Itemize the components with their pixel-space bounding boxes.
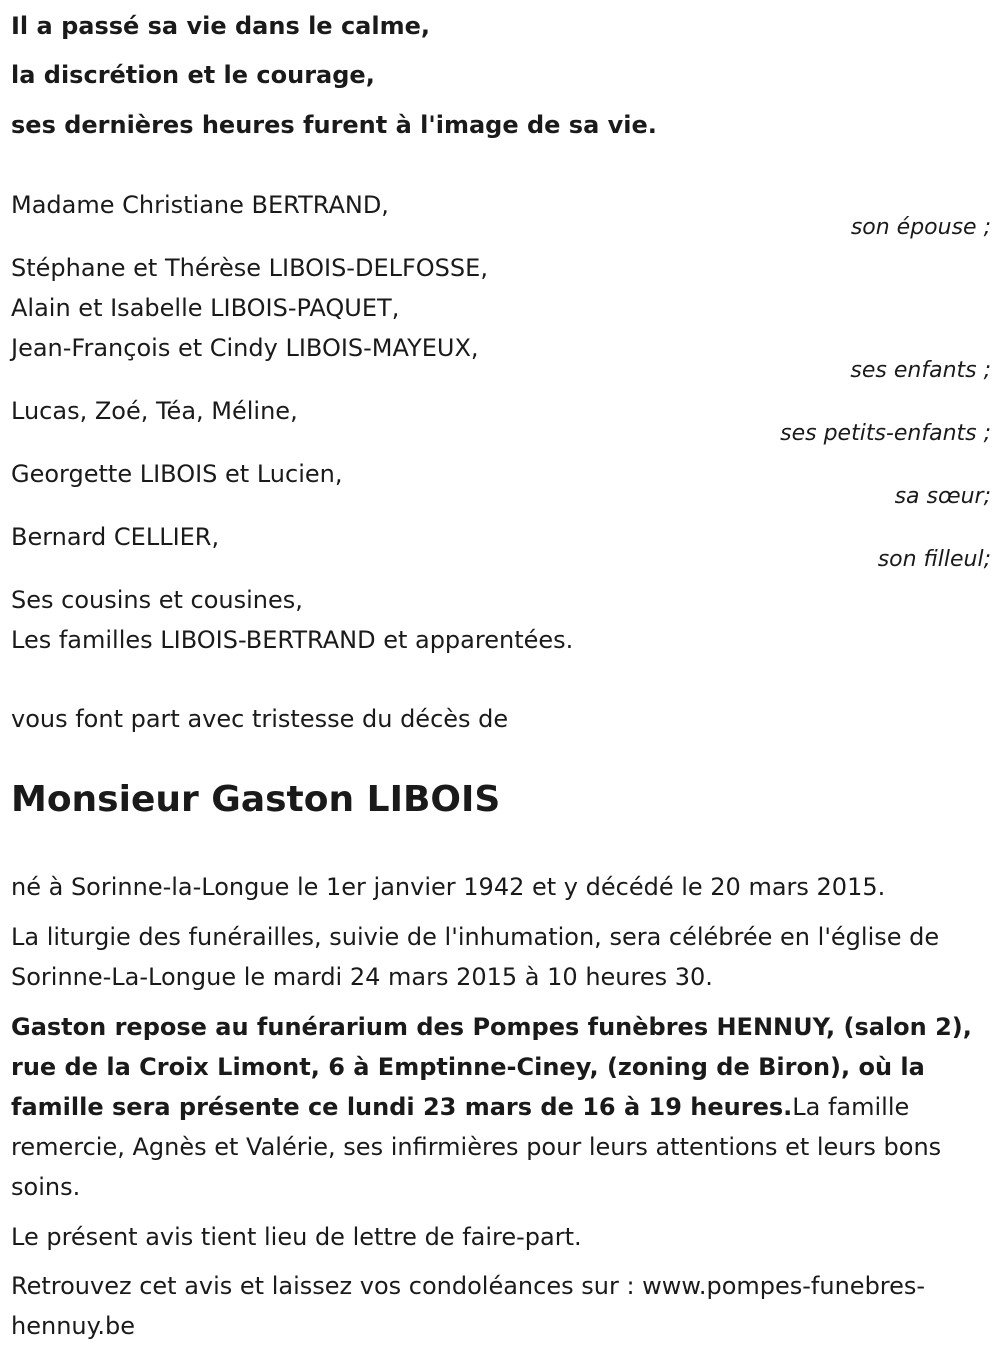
deceased-name: Monsieur Gaston LIBOIS — [11, 779, 501, 820]
condolences-text: Retrouvez cet avis et laissez vos condoléances sur : www.pompes-funebres-hennuy.be — [11, 1272, 926, 1340]
funerarium-text: Gaston repose au funérarium des Pompes funèbres HENNUY, (salon 2), rue de la Croix Limont, 6 à Emptinne-Ciney, (zoning de Biron), où la famille sera présente ce lundi 23 mars de 16 à 19 heures. — [11, 1013, 972, 1121]
spouse-name: Madame Christiane BERTRAND, — [11, 191, 389, 219]
thanks-text: La famille remercie, Agnès et Valérie, ses infirmières pour leurs attentions et leurs bons soins. — [11, 1093, 942, 1201]
sister-name: Georgette LIBOIS et Lucien, — [11, 460, 343, 488]
spouse-relation: son épouse ; — [850, 215, 991, 240]
liturgy-text: La liturgie des funérailles, suivie de l'inhumation, sera célébrée en l'église de Sorinne-La-Longue le mardi 24 mars 2015 à 10 heures 30. — [11, 923, 940, 991]
families-line: Les familles LIBOIS-BERTRAND et apparentées. — [11, 626, 574, 654]
notice-text: Le présent avis tient lieu de lettre de faire-part. — [11, 1223, 582, 1251]
epitaph-line-1: Il a passé sa vie dans le calme, — [11, 12, 430, 40]
announcement-text: vous font part avec tristesse du décès de — [11, 705, 509, 733]
sister-relation: sa sœur; — [894, 484, 991, 509]
epitaph-line-3: ses dernières heures furent à l'image de sa vie. — [11, 111, 657, 139]
godson-name: Bernard CELLIER, — [11, 523, 220, 551]
grandchildren-relation: ses petits-enfants ; — [780, 421, 991, 446]
funerarium-paragraph — [11, 1007, 991, 1207]
cousins-line: Ses cousins et cousines, — [11, 586, 303, 614]
godson-relation: son filleul; — [877, 547, 991, 572]
birth-death-text: né à Sorinne-la-Longue le 1er janvier 1942 et y décédé le 20 mars 2015. — [11, 873, 886, 901]
grandchildren-names: Lucas, Zoé, Téa, Méline, — [11, 397, 298, 425]
child-line-1: Stéphane et Thérèse LIBOIS-DELFOSSE, — [11, 254, 488, 282]
child-line-2: Alain et Isabelle LIBOIS-PAQUET, — [11, 294, 400, 322]
epitaph-line-2: la discrétion et le courage, — [11, 61, 375, 89]
child-line-3: Jean-François et Cindy LIBOIS-MAYEUX, — [11, 334, 479, 362]
children-relation: ses enfants ; — [850, 358, 991, 383]
